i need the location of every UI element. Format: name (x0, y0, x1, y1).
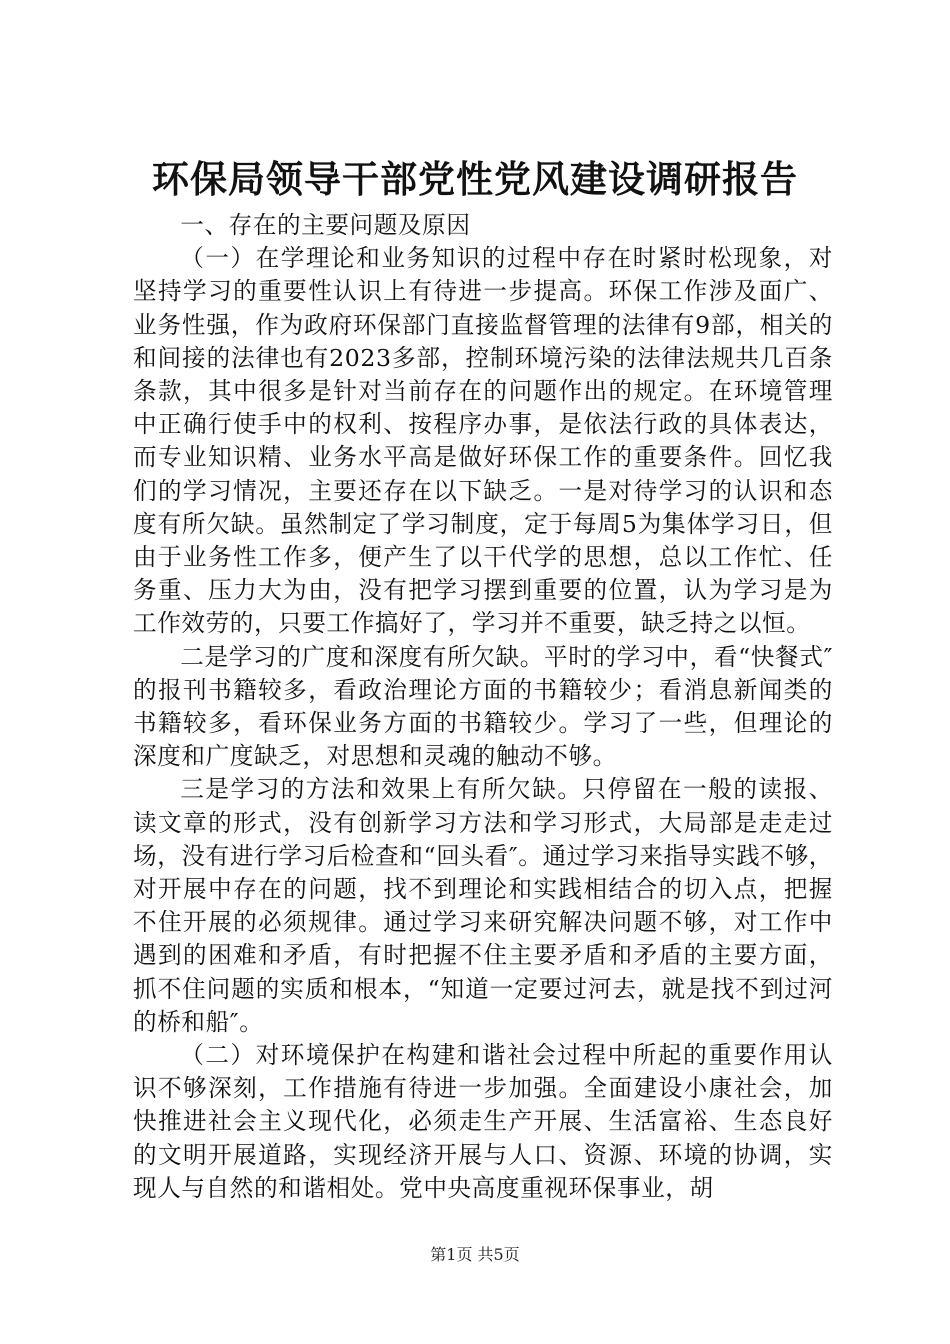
section-heading: 一、存在的主要问题及原因 (180, 211, 471, 239)
paragraph: 三是学习的方法和效果上有所欠缺。只停留在一般的读报、读文章的形式，没有创新学习方法和学习形式，大局部是走走过场，没有进行学习后检查和“回头看″。通过学习来指导实践不够，对开展中存在的问题，找不到理论和实践相结合的切入点，把握不住开展的必须规律。通过学习来研究解决问题不够，对工作中遇到的困难和矛盾，有时把握不住主要矛盾和矛盾的主要方面，抓不住问题的实质和根本，“知道一定要过河去，就是找不到过河的桥和船″。 (133, 775, 833, 1036)
document-title: 环保局领导干部党性党风建设调研报告 (152, 158, 798, 201)
page-number-footer: 第1页 共5页 (430, 1245, 520, 1264)
paragraph: 二是学习的广度和深度有所欠缺。平时的学习中，看“快餐式″的报刊书籍较多，看政治理论方面的书籍较少；看消息新闻类的书籍较多，看环保业务方面的书籍较少。学习了一些，但理论的深度和广度缺乏，对思想和灵魂的触动不够。 (133, 642, 833, 771)
paragraph: （二）对环境保护在构建和谐社会过程中所起的重要作用认识不够深刻，工作措施有待进一步加强。全面建设小康社会，加快推进社会主义现代化，必须走生产开展、生活富裕、生态良好的文明开展道路，实现经济开展与人口、资源、环境的协调，实现人与自然的和谐相处。党中央高度重视环保事业，胡 (133, 1041, 833, 1202)
paragraph: （一）在学理论和业务知识的过程中存在时紧时松现象，对坚持学习的重要性认识上有待进一步提高。环保工作涉及面广、业务性强，作为政府环保部门直接监督管理的法律有9部，相关的和间接的法律也有2023多部，控制环境污染的法律法规共几百条条款，其中很多是针对当前存在的问题作出的规定。在环境管理中正确行使手中的权利、按程序办事，是依法行政的具体表达，而专业知识精、业务水平高是做好环保工作的重要条件。回忆我们的学习情况，主要还存在以下缺乏。一是对待学习的认识和态度有所欠缺。虽然制定了学习制度，定于每周5为集体学习日，但由于业务性工作多，便产生了以干代学的思想，总以工作忙、任务重、压力大为由，没有把学习摆到重要的位置，认为学习是为工作效劳的，只要工作搞好了，学习并不重要，缺乏持之以恒。 (133, 244, 833, 638)
document-body (133, 209, 833, 1205)
